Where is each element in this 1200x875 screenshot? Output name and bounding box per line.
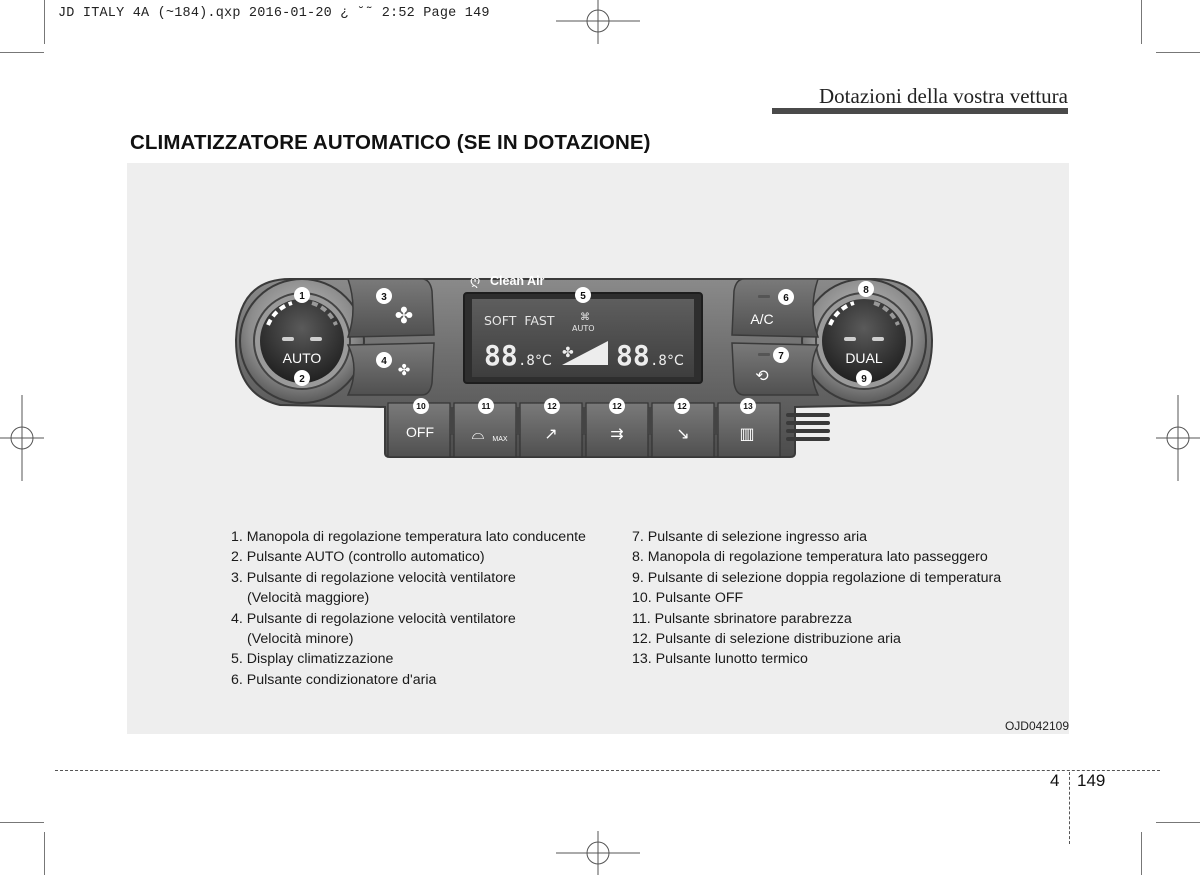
footer-rule bbox=[55, 770, 1160, 771]
fan-low-icon: ✤ bbox=[397, 361, 411, 379]
legend-item: 3. Pulsante di regolazione velocità ventilatore (Velocità maggiore) bbox=[231, 569, 516, 607]
callout-9: 9 bbox=[861, 374, 867, 385]
rear-defrost-icon: ▥ bbox=[739, 424, 755, 443]
page-title: CLIMATIZZATORE AUTOMATICO (SE IN DOTAZIONE) bbox=[130, 131, 651, 154]
legend-item: 1. Manopola di regolazione temperatura lato conducente bbox=[231, 529, 586, 545]
registration-mark-left bbox=[0, 395, 44, 481]
crop-mark bbox=[1141, 832, 1142, 875]
dual-label: DUAL bbox=[845, 350, 883, 366]
display-temp-left-unit: °C bbox=[535, 353, 552, 369]
windshield-defrost-icon: ⌓ bbox=[471, 424, 485, 443]
chapter-number: 4 bbox=[1050, 771, 1060, 790]
crop-mark bbox=[1141, 0, 1142, 44]
legend-item: 7. Pulsante di selezione ingresso aria bbox=[632, 529, 868, 545]
vent-floor-face-icon: ⇉ bbox=[610, 424, 624, 443]
callout-8: 8 bbox=[863, 285, 869, 296]
section-header: Dotazioni della vostra vettura bbox=[819, 84, 1068, 108]
print-slug: JD ITALY 4A (~184).qxp 2016-01-20 ¿ ˘˜ 2:52 Page 149 bbox=[58, 6, 490, 21]
vent-floor-icon: ↘ bbox=[676, 424, 690, 443]
vent-face-icon: ↗ bbox=[544, 424, 558, 443]
legend-item: 12. Pulsante di selezione distribuzione aria bbox=[632, 631, 901, 648]
registration-mark-bottom bbox=[556, 831, 640, 875]
callout-5: 5 bbox=[580, 291, 586, 302]
legend-right bbox=[632, 527, 1052, 670]
clean-air-icon: ღ bbox=[470, 274, 481, 289]
registration-mark-right bbox=[1156, 395, 1200, 481]
page-number: 149 bbox=[1077, 771, 1106, 790]
legend-item: 5. Display climatizzazione bbox=[231, 651, 394, 668]
callout-10: 10 bbox=[416, 401, 426, 411]
legend-item: 9. Pulsante di selezione doppia regolazione di temperatura bbox=[632, 569, 1002, 586]
legend-item: 4. Pulsante di regolazione velocità ventilatore (Velocità minore) bbox=[231, 610, 516, 648]
crop-mark bbox=[1156, 822, 1200, 823]
callout-7: 7 bbox=[778, 351, 784, 362]
ac-button bbox=[732, 279, 818, 337]
crop-mark bbox=[0, 52, 44, 53]
fan-down-button bbox=[348, 343, 434, 395]
display-auto-text: AUTO bbox=[572, 324, 595, 333]
crop-mark bbox=[44, 832, 45, 875]
max-label: MAX bbox=[492, 436, 508, 443]
display-fan-icon: ✤ bbox=[562, 345, 574, 361]
fan-high-icon: ✤ bbox=[394, 304, 414, 329]
callout-1: 1 bbox=[299, 291, 305, 302]
callout-3: 3 bbox=[381, 292, 387, 303]
auto-label: AUTO bbox=[282, 350, 322, 366]
off-label: OFF bbox=[406, 424, 434, 440]
legend-item: 13. Pulsante lunotto termico bbox=[632, 651, 808, 668]
display-mode-text: SOFT FAST bbox=[484, 313, 555, 328]
bottom-button-row bbox=[388, 403, 830, 457]
callout-12a: 12 bbox=[547, 401, 557, 411]
legend-item: 10. Pulsante OFF bbox=[632, 590, 744, 607]
header-rule bbox=[772, 108, 1068, 114]
footer-divider bbox=[1069, 772, 1070, 844]
display-temp-left-decimal: .8 bbox=[518, 353, 535, 369]
callout-11: 11 bbox=[481, 401, 491, 411]
recirculation-icon: ⟲ bbox=[755, 366, 769, 385]
climate-control-panel bbox=[230, 265, 936, 465]
legend-left bbox=[231, 527, 621, 690]
clean-air-label: Clean Air bbox=[490, 274, 545, 288]
registration-mark-top bbox=[556, 0, 640, 44]
display-temp-right-decimal: .8 bbox=[650, 353, 667, 369]
callout-4: 4 bbox=[381, 356, 387, 367]
crop-mark bbox=[44, 0, 45, 44]
callout-13: 13 bbox=[743, 401, 753, 411]
legend-item: 2. Pulsante AUTO (controllo automatico) bbox=[231, 549, 485, 566]
callout-6: 6 bbox=[783, 293, 789, 304]
callout-12c: 12 bbox=[677, 401, 687, 411]
legend-item: 8. Manopola di regolazione temperatura lato passeggero bbox=[632, 549, 988, 566]
legend-item: 6. Pulsante condizionatore d'aria bbox=[231, 671, 437, 688]
callout-12b: 12 bbox=[612, 401, 622, 411]
display-temp-right-unit: °C bbox=[667, 353, 684, 369]
fan-up-button bbox=[348, 279, 434, 337]
crop-mark bbox=[1156, 52, 1200, 53]
figure-code: OJD042109 bbox=[1004, 719, 1069, 733]
display-temp-right: 88 bbox=[616, 339, 650, 372]
callout-2: 2 bbox=[299, 374, 305, 385]
display-defrost-icon: ⌘ bbox=[580, 312, 590, 323]
display-temp-left: 88 bbox=[484, 339, 518, 372]
legend-item: 11. Pulsante sbrinatore parabrezza bbox=[632, 610, 852, 627]
ac-label: A/C bbox=[750, 311, 774, 327]
crop-mark bbox=[0, 822, 44, 823]
